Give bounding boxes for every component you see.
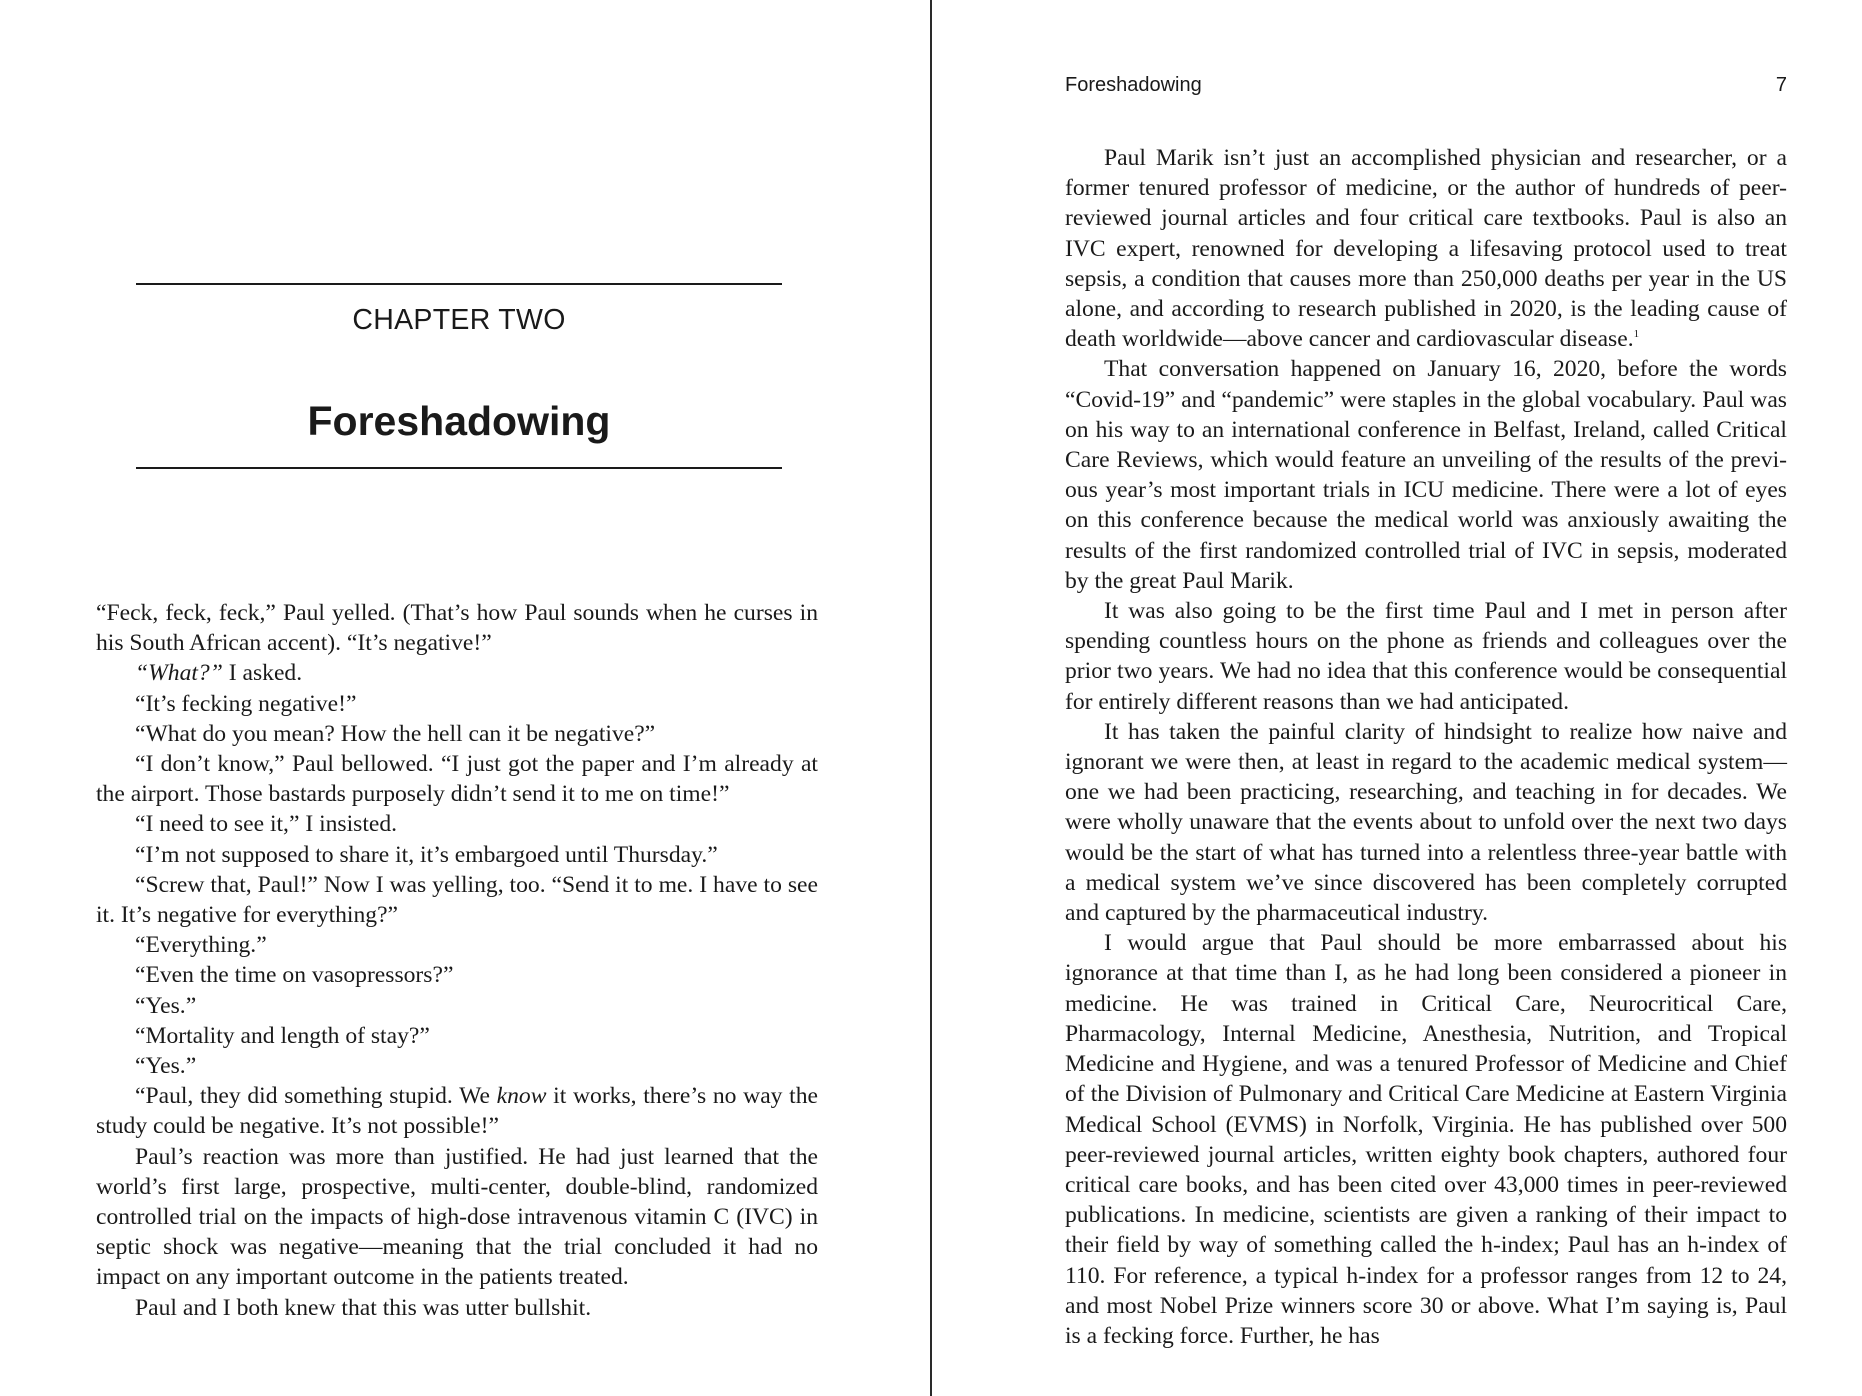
body-paragraph bbox=[96, 870, 818, 930]
chapter-bottom-rule bbox=[136, 467, 782, 469]
paragraph-text: “Mortality and length of stay?” bbox=[135, 1022, 430, 1049]
paragraph-text: “Screw that, Paul!” Now I was yelling, too. “Send it to me. I have to see it. It’s negative for everything?” bbox=[96, 871, 818, 929]
body-paragraph bbox=[96, 1051, 818, 1081]
body-paragraph bbox=[96, 1142, 818, 1293]
paragraph-text: “I need to see it,” I insisted. bbox=[135, 811, 398, 838]
paragraph-text: “Paul, they did something stupid. We bbox=[135, 1083, 497, 1110]
paragraph-text: That conversation happened on January 16, 2020, before the words “Covid-19” and “pandemic” were staples in the global vocabulary. Paul was on his way to an international conference in Belfast, Ireland, called Critical Care Reviews, which would feature an unveiling of the results of the previous year’s most important trials in ICU medicine. There were a lot of eyes on this conference because the medical world was anxiously awaiting the results of the first randomized controlled trial of IVC in sepsis, moderated by the great Paul Marik. bbox=[1065, 356, 1787, 594]
body-paragraph bbox=[96, 960, 818, 990]
paragraph-text: It was also going to be the first time Paul and I met in person after spending countless hours on the phone as friends and colleagues over the prior two years. We had no idea that this conference would be consequential for entirely different reasons than we had anticipated. bbox=[1065, 598, 1787, 715]
paragraph-text: “I don’t know,” Paul bellowed. “I just got the paper and I’m already at the airport. Those bastards purposely didn’t send it to me on time!” bbox=[96, 751, 818, 808]
left-page-body-text bbox=[96, 598, 818, 1323]
chapter-label: CHAPTER TWO bbox=[352, 304, 566, 336]
paragraph-text: “Yes.” bbox=[135, 1053, 197, 1080]
running-head: Foreshadowing bbox=[1065, 74, 1202, 96]
body-paragraph bbox=[96, 719, 818, 749]
body-paragraph bbox=[96, 991, 818, 1021]
left-page bbox=[0, 0, 930, 1396]
paragraph-text: “Even the time on vasopressors?” bbox=[135, 962, 454, 989]
right-page bbox=[931, 0, 1862, 1396]
paragraph-text: “Everything.” bbox=[135, 932, 267, 959]
body-paragraph bbox=[96, 598, 818, 658]
italic-text: know bbox=[496, 1083, 547, 1110]
body-paragraph bbox=[96, 809, 818, 839]
body-paragraph bbox=[1065, 354, 1787, 596]
body-paragraph bbox=[96, 658, 818, 688]
paragraph-text: It has taken the painful clarity of hindsight to realize how naive and ignorant we were then, at least in regard to the academic medical system—one we had been practicing, researching, and teaching in for decades. We were wholly unaware that the events about to unfold over the next two days would be the start of what has turned into a relentless three-year battle with a medical system we’ve since discovered has been completely corrupted and captured by the pharmaceutical industry. bbox=[1065, 718, 1787, 927]
paragraph-text: I asked. bbox=[222, 660, 303, 687]
body-paragraph bbox=[96, 689, 818, 719]
body-paragraph bbox=[96, 1081, 818, 1141]
right-page-body-text bbox=[1065, 143, 1787, 1351]
paragraph-text: “Feck, feck, feck,” Paul yelled. (That’s how Paul sounds when he curses in his South African accent). “It’s negative!” bbox=[96, 600, 818, 657]
chapter-title: Foreshadowing bbox=[307, 398, 611, 444]
body-paragraph bbox=[96, 930, 818, 960]
body-paragraph bbox=[96, 840, 818, 870]
body-paragraph bbox=[96, 749, 818, 809]
chapter-top-rule bbox=[136, 283, 782, 285]
body-paragraph bbox=[96, 1021, 818, 1051]
paragraph-text: Paul and I both knew that this was utter bullshit. bbox=[135, 1294, 592, 1321]
italic-text: “What?” bbox=[135, 660, 223, 687]
body-paragraph bbox=[1065, 596, 1787, 717]
page-number: 7 bbox=[1775, 74, 1787, 96]
footnote-marker: 1 bbox=[1633, 328, 1640, 341]
paragraph-text: Paul’s reaction was more than justified. He had just learned that the world’s first large, prospective, multi-center, double-blind, randomized controlled trial on the impacts of high-dose intravenous vitamin C (IVC) in septic shock was negative—meaning that the trial concluded it had no impact on any important outcome in the patients treated. bbox=[96, 1143, 818, 1291]
paragraph-text: “It’s fecking negative!” bbox=[135, 690, 357, 717]
body-paragraph bbox=[1065, 717, 1787, 928]
paragraph-text: “Yes.” bbox=[135, 992, 197, 1019]
body-paragraph bbox=[1065, 143, 1787, 354]
paragraph-text: it works, there’s no way the study could be negative. It’s not possible!” bbox=[96, 1083, 818, 1140]
paragraph-text: Paul Marik isn’t just an accomplished physician and researcher, or a former tenured professor of medicine, or the author of hundreds of peer-reviewed journal articles and four critical care textbooks. Paul is also an IVC expert, renowned for developing a lifesaving protocol used to treat sepsis, a condition that causes more than 250,000 deaths per year in the US alone, and according to research published in 2020, is the leading cause of death worldwide—above cancer and cardiovascular disease. bbox=[1065, 145, 1787, 353]
body-paragraph bbox=[1065, 928, 1787, 1351]
body-paragraph bbox=[96, 1293, 818, 1323]
paragraph-text: “What do you mean? How the hell can it be negative?” bbox=[135, 720, 656, 747]
paragraph-text: “I’m not supposed to share it, it’s embargoed until Thursday.” bbox=[135, 841, 718, 868]
paragraph-text: I would argue that Paul should be more embarrassed about his ignorance at that time than I, as he had long been considered a pioneer in medicine. He was trained in Critical Care, Neurocritical Care, Pharmacology, Internal Medicine, Anesthesia, Nutrition, and Tropical Medicine and Hygiene, and was a tenured Professor of Medicine and Chief of the Division of Pulmonary and Critical Care Medicine at Eastern Virginia Medical School (EVMS) in Norfolk, Virginia. He has published over 500 peer-reviewed journal articles, written eighty book chapters, authored four critical care books, and has been cited over 43,000 times in peer-reviewed publications. In medicine, scientists are given a ranking of their impact to their field by way of something called the h-index; Paul has an h-index of 110. For reference, a typical h-index for a professor ranges from 12 to 24, and most Nobel Prize winners score 30 or above. What I’m saying is, Paul is a fecking force. Further, he has bbox=[1065, 930, 1787, 1349]
